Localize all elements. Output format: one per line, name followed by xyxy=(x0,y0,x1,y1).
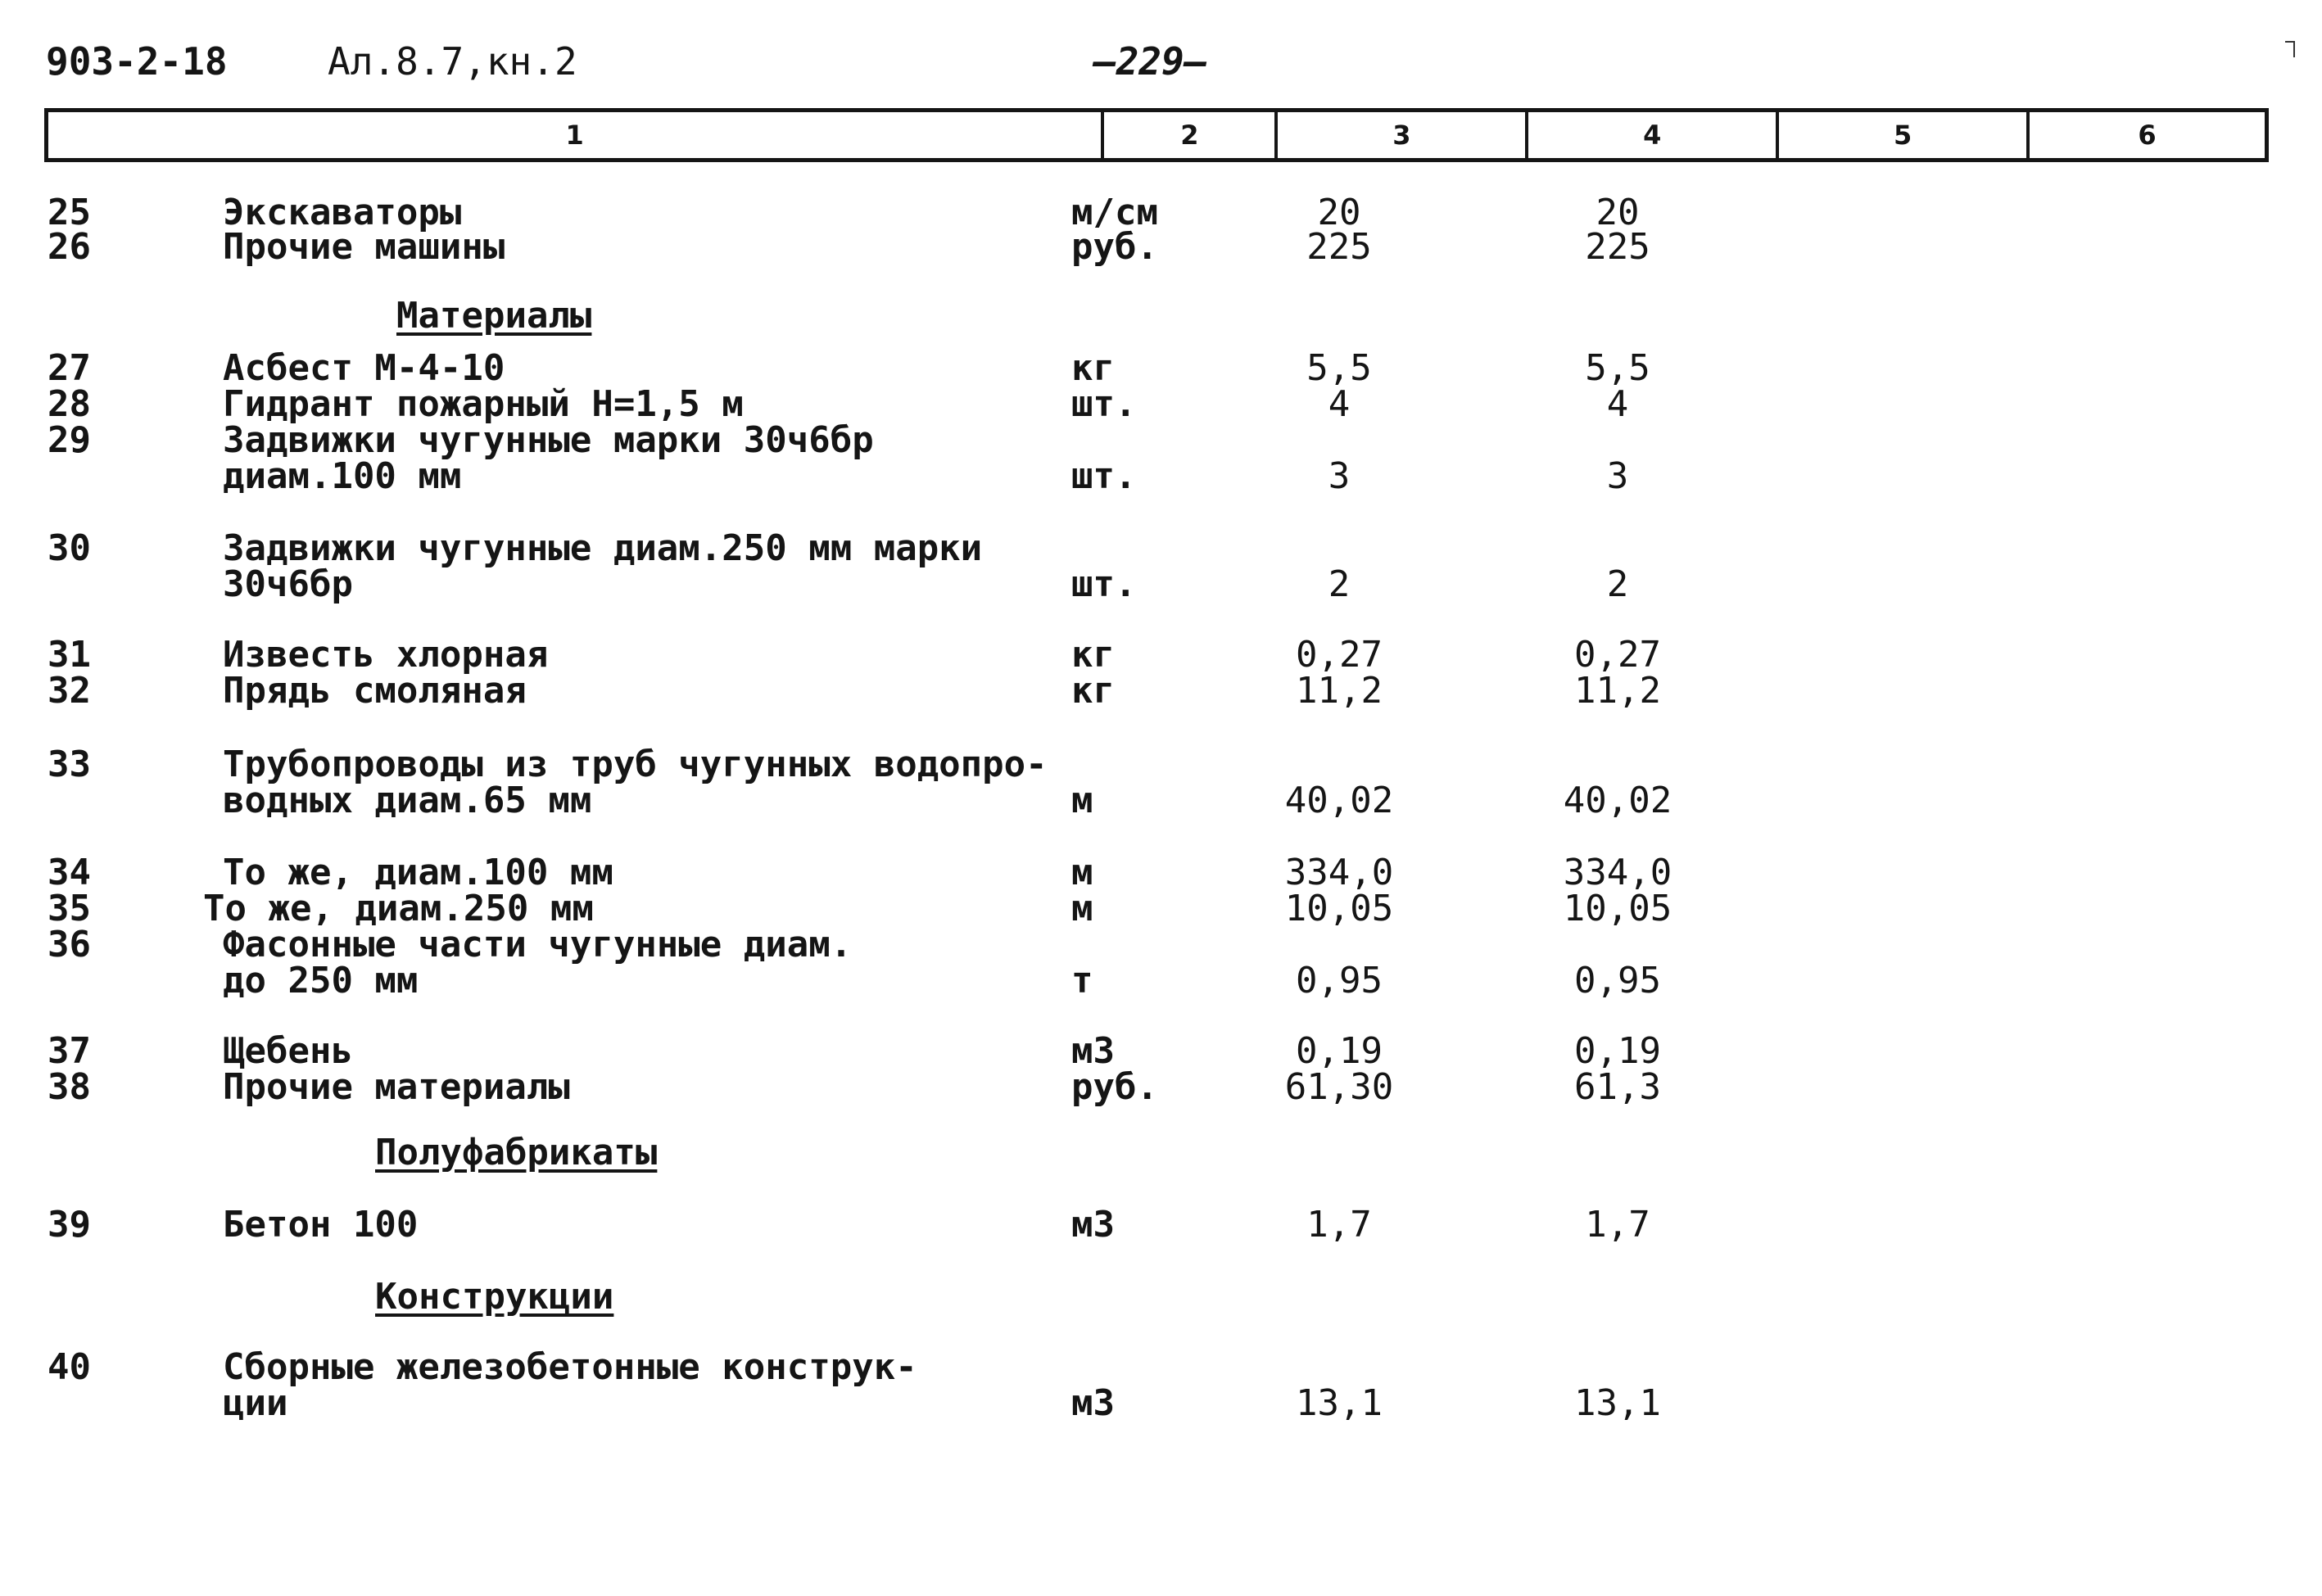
value-col3: 20 xyxy=(1317,192,1361,233)
value-col4: 4 xyxy=(1606,383,1629,425)
item-unit: м xyxy=(1071,852,1093,893)
value-col3: 4 xyxy=(1328,383,1351,425)
value-col3: 13,1 xyxy=(1296,1382,1383,1424)
item-name: Трубопроводы из труб чугунных водопро- xyxy=(223,744,1048,785)
item-name: Задвижки чугунные марки 30ч6бр xyxy=(223,419,874,461)
item-unit: м xyxy=(1071,888,1093,929)
column-header-5: 5 xyxy=(1779,112,2030,158)
value-col4: 3 xyxy=(1606,455,1629,497)
row-number: 31 xyxy=(48,634,91,676)
value-col3: 334,0 xyxy=(1284,852,1394,893)
value-col4: 0,95 xyxy=(1574,960,1661,1001)
item-name: Сборные железобетонные конструк- xyxy=(223,1346,917,1388)
row-number: 29 xyxy=(48,419,91,461)
table-row xyxy=(0,1204,2322,1246)
value-col3: 3 xyxy=(1328,455,1351,497)
value-col4: 334,0 xyxy=(1563,852,1672,893)
value-col3: 61,30 xyxy=(1284,1066,1394,1108)
row-number: 38 xyxy=(48,1066,91,1108)
item-name: Гидрант пожарный Н=1,5 м xyxy=(223,383,744,425)
table-row xyxy=(0,852,2322,893)
row-number: 27 xyxy=(48,347,91,389)
value-col4: 13,1 xyxy=(1574,1382,1661,1424)
section-heading-semi-finished: Полуфабрикаты xyxy=(375,1132,658,1173)
value-col3: 2 xyxy=(1328,563,1351,605)
value-col4: 20 xyxy=(1596,192,1640,233)
table-row xyxy=(0,670,2322,712)
item-unit: руб. xyxy=(1071,1066,1158,1108)
document-reference: Ал.8.7,кн.2 xyxy=(328,39,577,84)
page-number: —229— xyxy=(1093,39,1207,84)
item-name: То же, диам.250 мм xyxy=(203,888,594,929)
table-row-continuation xyxy=(0,780,2322,821)
column-header-1: 1 xyxy=(48,112,1104,158)
item-name: Задвижки чугунные диам.250 мм марки xyxy=(223,527,983,569)
value-col3: 0,95 xyxy=(1296,960,1383,1001)
item-unit: м xyxy=(1071,780,1093,821)
value-col4: 11,2 xyxy=(1574,670,1661,712)
table-row xyxy=(0,634,2322,676)
value-col4: 0,27 xyxy=(1574,634,1661,676)
item-name: Асбест М-4-10 xyxy=(223,347,505,389)
value-col4: 1,7 xyxy=(1585,1204,1650,1246)
value-col4: 61,3 xyxy=(1574,1066,1661,1108)
row-number: 26 xyxy=(48,226,91,268)
table-row xyxy=(0,1066,2322,1108)
row-number: 35 xyxy=(48,888,91,929)
corner-mark xyxy=(2285,41,2295,57)
table-row-continuation xyxy=(0,563,2322,605)
row-number: 30 xyxy=(48,527,91,569)
item-unit: т xyxy=(1071,960,1093,1001)
table-row xyxy=(0,1030,2322,1072)
table-row-continuation xyxy=(0,1382,2322,1424)
table-row xyxy=(0,383,2322,425)
value-col3: 0,19 xyxy=(1296,1030,1383,1072)
item-unit: кг xyxy=(1071,670,1115,712)
value-col3: 0,27 xyxy=(1296,634,1383,676)
value-col3: 40,02 xyxy=(1284,780,1394,821)
item-unit: кг xyxy=(1071,347,1115,389)
item-name-continuation: 30ч6бр xyxy=(223,563,353,605)
table-row xyxy=(0,226,2322,268)
row-number: 28 xyxy=(48,383,91,425)
column-header-4: 4 xyxy=(1528,112,1779,158)
item-name: Щебень xyxy=(223,1030,353,1072)
value-col4: 5,5 xyxy=(1585,347,1650,389)
table-row-continuation xyxy=(0,960,2322,1001)
table-row xyxy=(0,744,2322,785)
value-col3: 10,05 xyxy=(1284,888,1394,929)
row-number: 34 xyxy=(48,852,91,893)
document-code: 903-2-18 xyxy=(46,39,228,84)
table-row-continuation xyxy=(0,455,2322,497)
value-col3: 5,5 xyxy=(1306,347,1372,389)
value-col4: 40,02 xyxy=(1563,780,1672,821)
item-unit: м/см xyxy=(1071,192,1158,233)
section-heading-materials: Материалы xyxy=(396,295,592,337)
row-number: 25 xyxy=(48,192,91,233)
row-number: 37 xyxy=(48,1030,91,1072)
value-col4: 0,19 xyxy=(1574,1030,1661,1072)
item-name: Фасонные части чугунные диам. xyxy=(223,924,853,965)
item-unit: шт. xyxy=(1071,563,1137,605)
item-unit: м3 xyxy=(1071,1030,1115,1072)
table-row xyxy=(0,924,2322,965)
item-name-continuation: диам.100 мм xyxy=(223,455,462,497)
item-name: Экскаваторы xyxy=(223,192,462,233)
item-name-continuation: водных диам.65 мм xyxy=(223,780,592,821)
row-number: 40 xyxy=(48,1346,91,1388)
value-col3: 225 xyxy=(1306,226,1372,268)
item-unit: м3 xyxy=(1071,1382,1115,1424)
row-number: 33 xyxy=(48,744,91,785)
item-name: То же, диам.100 мм xyxy=(223,852,613,893)
item-name: Прядь смоляная xyxy=(223,670,527,712)
item-name: Прочие материалы xyxy=(223,1066,570,1108)
item-name-continuation: до 250 мм xyxy=(223,960,419,1001)
item-unit: шт. xyxy=(1071,383,1137,425)
item-name: Прочие машины xyxy=(223,226,505,268)
table-row xyxy=(0,888,2322,929)
item-unit: руб. xyxy=(1071,226,1158,268)
value-col4: 225 xyxy=(1585,226,1650,268)
value-col3: 1,7 xyxy=(1306,1204,1372,1246)
column-header-2: 2 xyxy=(1104,112,1278,158)
column-header-bar xyxy=(44,108,2269,162)
row-number: 36 xyxy=(48,924,91,965)
value-col3: 11,2 xyxy=(1296,670,1383,712)
item-name: Бетон 100 xyxy=(223,1204,419,1246)
column-header-6: 6 xyxy=(2138,120,2157,151)
table-row xyxy=(0,419,2322,461)
item-unit: м3 xyxy=(1071,1204,1115,1246)
item-name-continuation: ции xyxy=(223,1382,288,1424)
column-header-3: 3 xyxy=(1278,112,1528,158)
table-row xyxy=(0,527,2322,569)
row-number: 39 xyxy=(48,1204,91,1246)
table-row xyxy=(0,347,2322,389)
value-col4: 10,05 xyxy=(1563,888,1672,929)
item-unit: шт. xyxy=(1071,455,1137,497)
section-heading-structures: Конструкции xyxy=(375,1276,614,1318)
value-col4: 2 xyxy=(1606,563,1629,605)
item-name: Известь хлорная xyxy=(223,634,549,676)
row-number: 32 xyxy=(48,670,91,712)
table-row xyxy=(0,1346,2322,1388)
item-unit: кг xyxy=(1071,634,1115,676)
